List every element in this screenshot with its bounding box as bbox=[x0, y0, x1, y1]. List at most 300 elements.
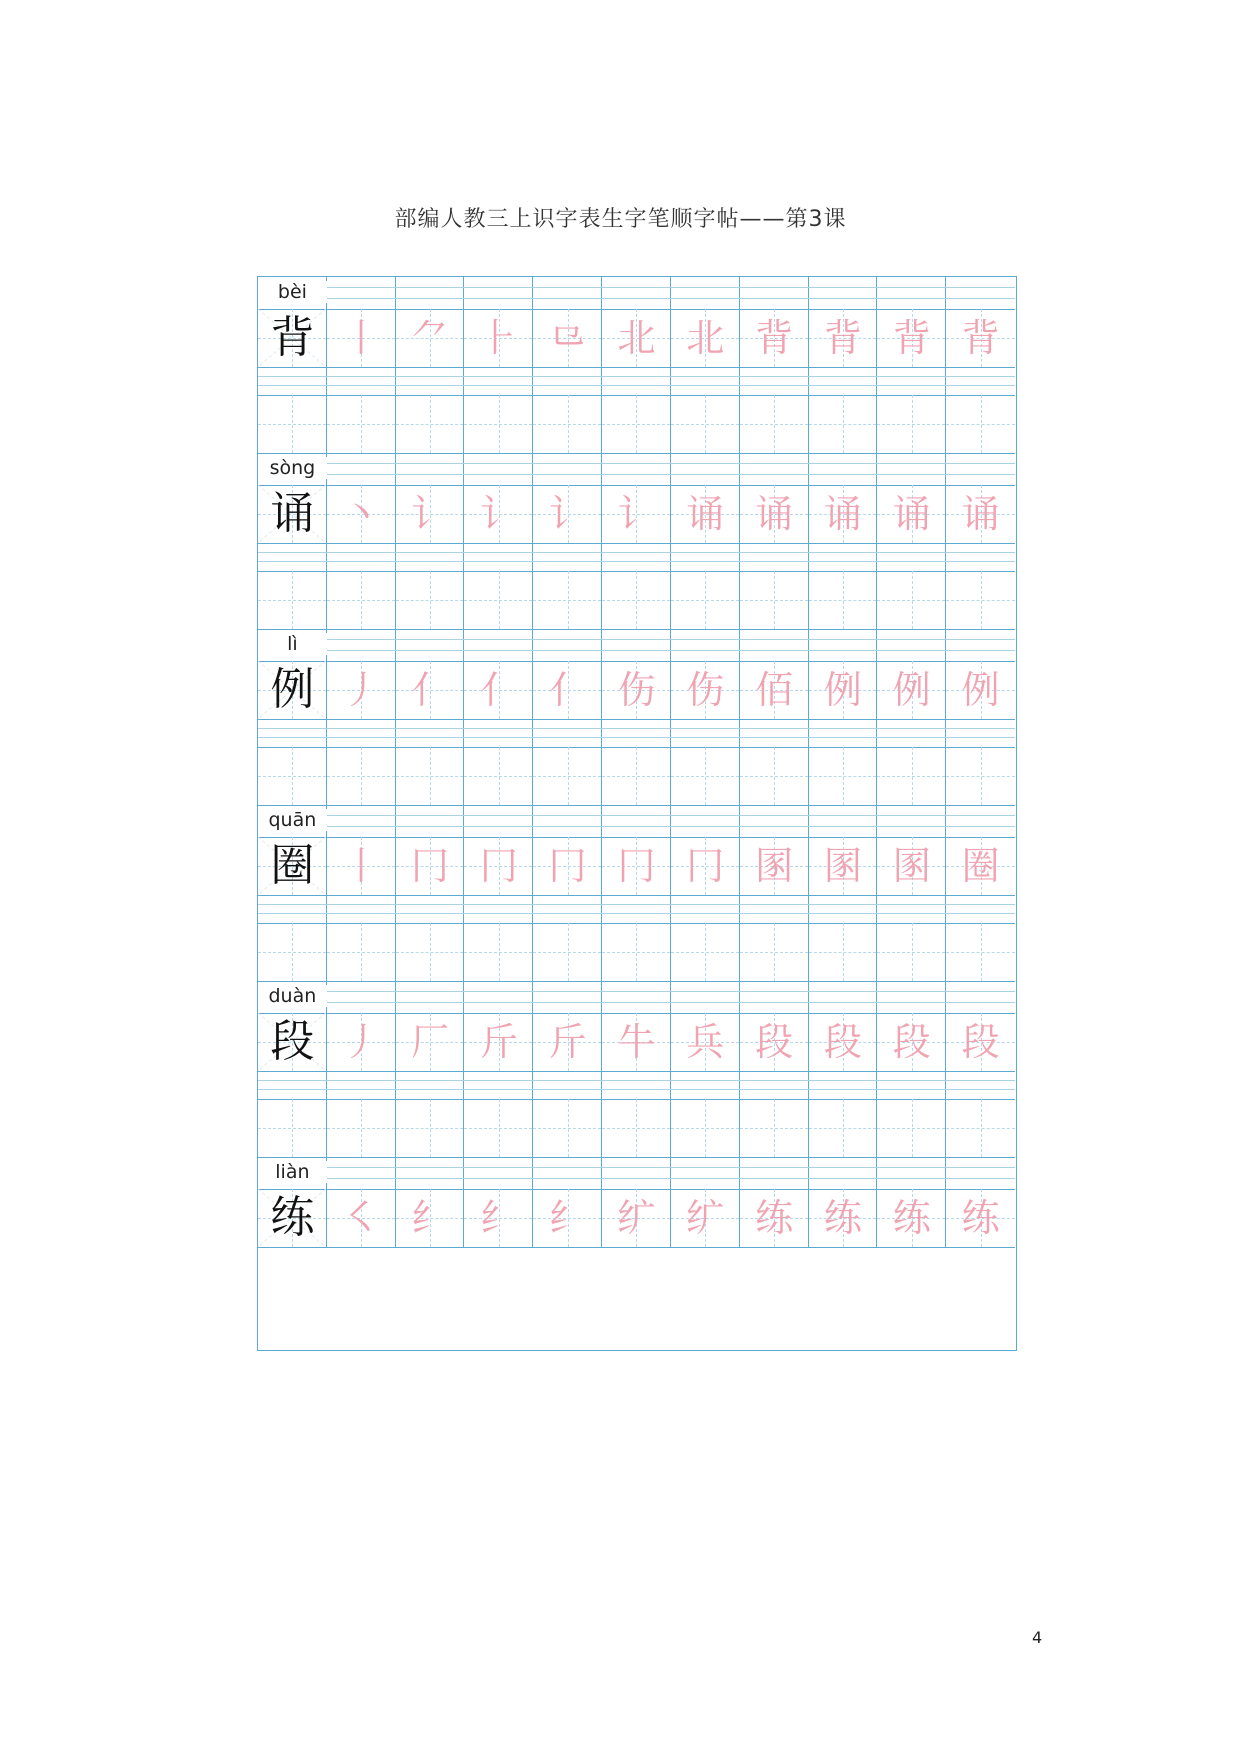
grid-cell bbox=[877, 719, 946, 747]
stroke-step: 段 bbox=[961, 1020, 1000, 1064]
stroke-step: 冂 bbox=[548, 844, 587, 888]
grid-cell bbox=[602, 923, 671, 981]
grid-cell bbox=[396, 367, 465, 395]
grid-cell bbox=[740, 719, 809, 747]
guide-line bbox=[809, 952, 877, 953]
grid-cell bbox=[877, 395, 946, 453]
grid-cell bbox=[327, 1157, 396, 1189]
grid-cell bbox=[740, 805, 809, 837]
stroke-step: 诵 bbox=[755, 492, 794, 536]
guide-line bbox=[946, 1128, 1015, 1129]
grid-cell bbox=[396, 453, 465, 485]
grid-cell bbox=[396, 805, 465, 837]
stroke-step: 丨 bbox=[342, 316, 381, 360]
guide-line bbox=[946, 600, 1015, 601]
grid-cell bbox=[602, 543, 671, 571]
grid-cell bbox=[809, 543, 878, 571]
grid-cell bbox=[809, 629, 878, 661]
pinyin-guide-line bbox=[258, 385, 1015, 386]
grid-cell bbox=[671, 895, 740, 923]
grid-cell bbox=[464, 277, 533, 309]
grid-cell bbox=[464, 367, 533, 395]
stroke-order-row bbox=[258, 309, 1015, 367]
guide-line bbox=[258, 776, 326, 777]
guide-line bbox=[396, 424, 464, 425]
grid-cell bbox=[946, 629, 1015, 661]
stroke-step: 背 bbox=[755, 316, 794, 360]
stroke-step: 练 bbox=[755, 1196, 794, 1240]
pinyin-guide-line bbox=[258, 561, 1015, 562]
stroke-step: 纩 bbox=[686, 1196, 725, 1240]
guide-line bbox=[258, 952, 326, 953]
grid-cell bbox=[258, 923, 327, 981]
guide-line bbox=[602, 1128, 670, 1129]
grid-cell bbox=[671, 1071, 740, 1099]
stroke-step: 诵 bbox=[686, 492, 725, 536]
row-border bbox=[258, 1247, 1015, 1248]
guide-line bbox=[877, 600, 945, 601]
guide-line bbox=[740, 776, 808, 777]
guide-line bbox=[602, 952, 670, 953]
grid-cell bbox=[602, 571, 671, 629]
guide-line bbox=[258, 1128, 326, 1129]
stroke-step: ⺋ bbox=[548, 316, 587, 360]
grid-cell bbox=[740, 1157, 809, 1189]
pinyin-guide-line bbox=[258, 639, 1015, 640]
grid-cell bbox=[258, 895, 327, 923]
guide-line bbox=[327, 776, 395, 777]
stroke-step: 讠 bbox=[479, 492, 518, 536]
pinyin-row bbox=[258, 277, 1015, 309]
grid-cell bbox=[671, 719, 740, 747]
pinyin-guide-line bbox=[258, 1080, 1015, 1081]
guide-line bbox=[671, 424, 739, 425]
grid-cell bbox=[396, 543, 465, 571]
stroke-step: 段 bbox=[823, 1020, 862, 1064]
grid-cell bbox=[533, 277, 602, 309]
grid-cell bbox=[258, 543, 327, 571]
grid-cell bbox=[464, 719, 533, 747]
grid-cell bbox=[671, 805, 740, 837]
grid-cell bbox=[464, 395, 533, 453]
grid-cell bbox=[396, 747, 465, 805]
writing-practice-row bbox=[258, 1099, 1015, 1157]
pinyin-guide-line bbox=[258, 287, 1015, 288]
grid-cell bbox=[327, 981, 396, 1013]
grid-cell bbox=[327, 453, 396, 485]
grid-cell bbox=[533, 981, 602, 1013]
grid-cell bbox=[464, 923, 533, 981]
grid-cell bbox=[602, 367, 671, 395]
guide-line bbox=[671, 776, 739, 777]
guide-line bbox=[258, 600, 326, 601]
grid-cell bbox=[877, 1099, 946, 1157]
guide-line bbox=[533, 952, 601, 953]
grid-cell bbox=[602, 805, 671, 837]
grid-cell bbox=[671, 1099, 740, 1157]
guide-line bbox=[809, 776, 877, 777]
grid-cell bbox=[809, 571, 878, 629]
grid-cell bbox=[464, 1099, 533, 1157]
grid-cell bbox=[396, 629, 465, 661]
stroke-step: 纟 bbox=[548, 1196, 587, 1240]
guide-line bbox=[464, 424, 532, 425]
grid-cell bbox=[602, 1071, 671, 1099]
stroke-step: 亻 bbox=[479, 668, 518, 712]
grid-cell bbox=[258, 1099, 327, 1157]
stroke-step: 冂 bbox=[686, 844, 725, 888]
grid-cell bbox=[740, 543, 809, 571]
pinyin-guide-line bbox=[258, 1178, 1015, 1179]
grid-cell bbox=[396, 1157, 465, 1189]
grid-cell bbox=[671, 395, 740, 453]
character-block bbox=[258, 805, 1015, 981]
page-number: 4 bbox=[1032, 1628, 1043, 1647]
stroke-step: 练 bbox=[823, 1196, 862, 1240]
grid-cell bbox=[602, 719, 671, 747]
stroke-step: 牛 bbox=[617, 1020, 656, 1064]
pinyin-practice-row bbox=[258, 543, 1015, 571]
guide-line bbox=[671, 952, 739, 953]
guide-line bbox=[877, 1128, 945, 1129]
stroke-step: 厂 bbox=[411, 1020, 450, 1064]
guide-line bbox=[396, 600, 464, 601]
pinyin-practice-row bbox=[258, 895, 1015, 923]
grid-cell bbox=[740, 981, 809, 1013]
grid-cell bbox=[533, 895, 602, 923]
grid-cell bbox=[740, 923, 809, 981]
grid-cell bbox=[671, 629, 740, 661]
grid-cell bbox=[464, 981, 533, 1013]
guide-line bbox=[464, 600, 532, 601]
writing-practice-row bbox=[258, 395, 1015, 453]
grid-cell bbox=[396, 981, 465, 1013]
pinyin-guide-line bbox=[258, 1089, 1015, 1090]
pinyin-practice-row bbox=[258, 367, 1015, 395]
grid-cell bbox=[809, 453, 878, 485]
grid-cell bbox=[533, 395, 602, 453]
stroke-step: 诵 bbox=[892, 492, 931, 536]
grid-cell bbox=[258, 367, 327, 395]
grid-cell bbox=[396, 1099, 465, 1157]
grid-cell bbox=[602, 981, 671, 1013]
grid-cell bbox=[671, 367, 740, 395]
writing-practice-row bbox=[258, 747, 1015, 805]
stroke-step: 斤 bbox=[548, 1020, 587, 1064]
guide-line bbox=[464, 952, 532, 953]
guide-line bbox=[327, 1128, 395, 1129]
grid-cell bbox=[809, 367, 878, 395]
grid-cell bbox=[877, 1071, 946, 1099]
guide-line bbox=[533, 424, 601, 425]
pinyin-guide-line bbox=[258, 1167, 1015, 1168]
grid-cell bbox=[671, 747, 740, 805]
grid-cell bbox=[464, 895, 533, 923]
stroke-step: 背 bbox=[892, 316, 931, 360]
grid-cell bbox=[740, 571, 809, 629]
grid-cell bbox=[464, 747, 533, 805]
stroke-step: 练 bbox=[961, 1196, 1000, 1240]
grid-cell bbox=[258, 571, 327, 629]
pinyin-guide-line bbox=[258, 474, 1015, 475]
grid-cell bbox=[327, 895, 396, 923]
grid-cell bbox=[602, 1099, 671, 1157]
grid-cell bbox=[809, 923, 878, 981]
guide-line bbox=[946, 424, 1015, 425]
grid-cell bbox=[877, 277, 946, 309]
grid-cell bbox=[464, 629, 533, 661]
pinyin-label: liàn bbox=[258, 1161, 327, 1183]
grid-cell bbox=[327, 923, 396, 981]
grid-cell bbox=[946, 571, 1015, 629]
grid-cell bbox=[809, 1099, 878, 1157]
pinyin-guide-line bbox=[258, 904, 1015, 905]
guide-line bbox=[946, 776, 1015, 777]
grid-cell bbox=[809, 395, 878, 453]
stroke-step: 讠 bbox=[548, 492, 587, 536]
stroke-step: 段 bbox=[892, 1020, 931, 1064]
stroke-step: 丨 bbox=[342, 844, 381, 888]
grid-cell bbox=[602, 395, 671, 453]
grid-cell bbox=[877, 1157, 946, 1189]
guide-line bbox=[464, 776, 532, 777]
pinyin-row bbox=[258, 1157, 1015, 1189]
grid-cell bbox=[602, 1157, 671, 1189]
pinyin-guide-line bbox=[258, 913, 1015, 914]
pinyin-row bbox=[258, 629, 1015, 661]
pinyin-label: quān bbox=[258, 809, 327, 831]
grid-cell bbox=[533, 629, 602, 661]
model-character: 圈 bbox=[270, 840, 315, 891]
grid-cell bbox=[877, 805, 946, 837]
page-title: 部编人教三上识字表生字笔顺字帖——第3课 bbox=[394, 207, 847, 232]
stroke-step: 北 bbox=[617, 316, 656, 360]
grid-cell bbox=[740, 1099, 809, 1157]
stroke-step: 冂 bbox=[479, 844, 518, 888]
grid-cell bbox=[946, 543, 1015, 571]
grid-cell bbox=[327, 1071, 396, 1099]
pinyin-guide-line bbox=[258, 737, 1015, 738]
stroke-step: 斤 bbox=[479, 1020, 518, 1064]
guide-line bbox=[671, 1128, 739, 1129]
guide-line bbox=[809, 1128, 877, 1129]
grid-cell bbox=[740, 1071, 809, 1099]
grid-cell bbox=[327, 719, 396, 747]
stroke-step: 丿 bbox=[342, 1020, 381, 1064]
grid-cell bbox=[533, 747, 602, 805]
stroke-step: 兵 bbox=[686, 1020, 725, 1064]
pinyin-label: lì bbox=[258, 633, 327, 655]
stroke-step: 背 bbox=[961, 316, 1000, 360]
guide-line bbox=[533, 600, 601, 601]
grid-cell bbox=[464, 1157, 533, 1189]
practice-grid bbox=[257, 276, 1017, 1351]
grid-cell bbox=[396, 571, 465, 629]
stroke-step: 冂 bbox=[411, 844, 450, 888]
guide-line bbox=[877, 776, 945, 777]
grid-cell bbox=[602, 277, 671, 309]
writing-practice-row bbox=[258, 571, 1015, 629]
stroke-step: 纩 bbox=[617, 1196, 656, 1240]
stroke-order-row bbox=[258, 485, 1015, 543]
guide-line bbox=[740, 600, 808, 601]
grid-cell bbox=[946, 277, 1015, 309]
stroke-step: 北 bbox=[686, 316, 725, 360]
grid-cell bbox=[946, 923, 1015, 981]
grid-cell bbox=[671, 1157, 740, 1189]
stroke-order-row bbox=[258, 1013, 1015, 1071]
grid-cell bbox=[258, 1071, 327, 1099]
writing-practice-row bbox=[258, 923, 1015, 981]
guide-line bbox=[809, 424, 877, 425]
pinyin-row bbox=[258, 453, 1015, 485]
guide-line bbox=[396, 952, 464, 953]
character-block bbox=[258, 453, 1015, 629]
guide-line bbox=[671, 600, 739, 601]
grid-cell bbox=[946, 1071, 1015, 1099]
grid-cell bbox=[396, 277, 465, 309]
grid-cell bbox=[327, 571, 396, 629]
grid-cell bbox=[327, 367, 396, 395]
grid-cell bbox=[464, 571, 533, 629]
pinyin-label: sòng bbox=[258, 457, 327, 479]
pinyin-label: duàn bbox=[258, 985, 327, 1007]
stroke-step: 例 bbox=[892, 668, 931, 712]
pinyin-guide-line bbox=[258, 298, 1015, 299]
stroke-step: 冂 bbox=[617, 844, 656, 888]
grid-cell bbox=[877, 571, 946, 629]
pinyin-guide-line bbox=[258, 650, 1015, 651]
stroke-step: 诵 bbox=[961, 492, 1000, 536]
guide-line bbox=[809, 600, 877, 601]
grid-cell bbox=[740, 367, 809, 395]
stroke-step: 背 bbox=[823, 316, 862, 360]
grid-cell bbox=[740, 395, 809, 453]
guide-line bbox=[602, 776, 670, 777]
stroke-step: 练 bbox=[892, 1196, 931, 1240]
grid-cell bbox=[877, 543, 946, 571]
character-block bbox=[258, 277, 1015, 453]
guide-line bbox=[877, 424, 945, 425]
grid-cell bbox=[327, 805, 396, 837]
stroke-step: 伤 bbox=[617, 668, 656, 712]
guide-line bbox=[327, 424, 395, 425]
grid-cell bbox=[946, 367, 1015, 395]
grid-cell bbox=[671, 981, 740, 1013]
stroke-step: 例 bbox=[961, 668, 1000, 712]
character-block bbox=[258, 981, 1015, 1157]
stroke-step: 圂 bbox=[823, 844, 862, 888]
grid-cell bbox=[877, 923, 946, 981]
pinyin-row bbox=[258, 981, 1015, 1013]
guide-line bbox=[533, 776, 601, 777]
grid-cell bbox=[946, 453, 1015, 485]
stroke-step: 亻 bbox=[548, 668, 587, 712]
grid-cell bbox=[671, 543, 740, 571]
pinyin-guide-line bbox=[258, 815, 1015, 816]
guide-line bbox=[740, 1128, 808, 1129]
stroke-step: 讠 bbox=[617, 492, 656, 536]
grid-cell bbox=[946, 395, 1015, 453]
grid-cell bbox=[258, 719, 327, 747]
grid-cell bbox=[671, 277, 740, 309]
grid-cell bbox=[946, 747, 1015, 805]
model-character: 练 bbox=[270, 1192, 315, 1243]
model-character: 段 bbox=[270, 1016, 315, 1067]
pinyin-practice-row bbox=[258, 1071, 1015, 1099]
stroke-order-row bbox=[258, 661, 1015, 719]
stroke-step: ⺊ bbox=[479, 316, 518, 360]
stroke-step: 伤 bbox=[686, 668, 725, 712]
model-character: 例 bbox=[270, 664, 315, 715]
grid-cell bbox=[327, 629, 396, 661]
stroke-step: 丶 bbox=[342, 492, 381, 536]
guide-line bbox=[396, 776, 464, 777]
stroke-step: ㇛ bbox=[342, 1196, 381, 1240]
grid-cell bbox=[740, 895, 809, 923]
grid-cell bbox=[602, 453, 671, 485]
guide-line bbox=[946, 952, 1015, 953]
grid-cell bbox=[396, 719, 465, 747]
grid-cell bbox=[946, 1099, 1015, 1157]
pinyin-practice-row bbox=[258, 719, 1015, 747]
stroke-step: ⺈ bbox=[411, 316, 450, 360]
guide-line bbox=[396, 1128, 464, 1129]
grid-cell bbox=[946, 805, 1015, 837]
grid-cell bbox=[809, 805, 878, 837]
grid-cell bbox=[877, 367, 946, 395]
grid-cell bbox=[740, 453, 809, 485]
grid-cell bbox=[396, 1071, 465, 1099]
stroke-step: 纟 bbox=[411, 1196, 450, 1240]
character-block bbox=[258, 629, 1015, 805]
grid-cell bbox=[671, 571, 740, 629]
stroke-step: 圂 bbox=[755, 844, 794, 888]
grid-cell bbox=[877, 629, 946, 661]
grid-cell bbox=[809, 277, 878, 309]
grid-cell bbox=[946, 895, 1015, 923]
guide-line bbox=[877, 952, 945, 953]
stroke-order-row bbox=[258, 1189, 1015, 1247]
grid-cell bbox=[533, 543, 602, 571]
stroke-step: 例 bbox=[823, 668, 862, 712]
model-character: 背 bbox=[270, 312, 315, 363]
guide-line bbox=[740, 424, 808, 425]
grid-cell bbox=[327, 1099, 396, 1157]
stroke-step: 佰 bbox=[755, 668, 794, 712]
grid-cell bbox=[671, 453, 740, 485]
grid-cell bbox=[327, 543, 396, 571]
grid-cell bbox=[396, 923, 465, 981]
grid-cell bbox=[258, 395, 327, 453]
stroke-step: 讠 bbox=[411, 492, 450, 536]
pinyin-guide-line bbox=[258, 552, 1015, 553]
pinyin-guide-line bbox=[258, 463, 1015, 464]
grid-cell bbox=[946, 981, 1015, 1013]
grid-cell bbox=[809, 719, 878, 747]
stroke-step: 纟 bbox=[479, 1196, 518, 1240]
grid-cell bbox=[602, 747, 671, 805]
grid-cell bbox=[740, 747, 809, 805]
grid-cell bbox=[946, 1157, 1015, 1189]
stroke-step: 圈 bbox=[961, 844, 1000, 888]
stroke-order-row bbox=[258, 837, 1015, 895]
grid-cell bbox=[877, 895, 946, 923]
pinyin-guide-line bbox=[258, 1002, 1015, 1003]
grid-cell bbox=[809, 747, 878, 805]
grid-cell bbox=[533, 1071, 602, 1099]
pinyin-label: bèi bbox=[258, 281, 327, 303]
